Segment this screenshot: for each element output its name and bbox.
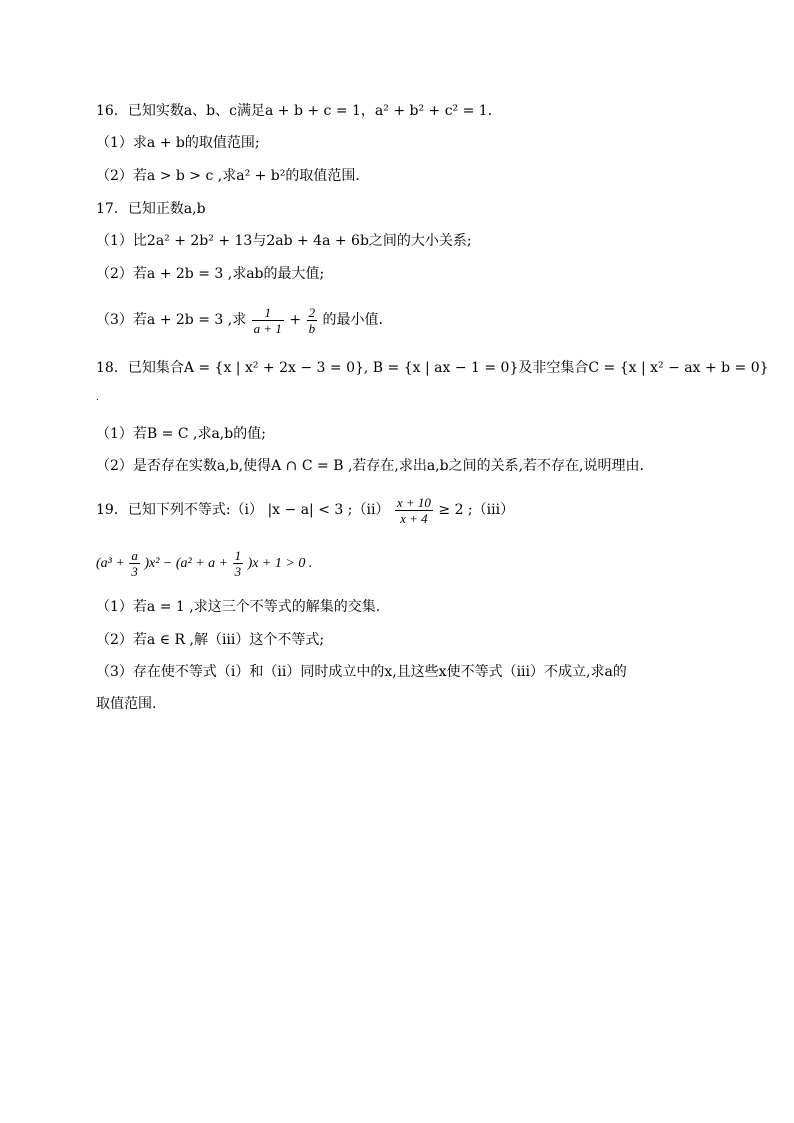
q17-fraction-1-numerator: 1 (252, 305, 284, 321)
q19-ineq-fraction-2-denominator: 3 (234, 564, 242, 580)
q19-stem (96, 490, 514, 530)
q19-ineq-fraction-2-numerator: 1 (234, 548, 242, 564)
q19-part3-line2: 取值范围. (96, 696, 157, 712)
q17-part3-prefix: （3）若a + 2b = 3 ,求 (96, 312, 247, 328)
q19-ineq-fraction-2 (233, 548, 244, 579)
q19-ineq-fraction-1 (129, 548, 140, 579)
q16-stem: 16．已知实数a、b、c满足a + b + c = 1，a² + b² + c² = 1． (96, 103, 502, 119)
q19-fraction-denominator: x + 4 (400, 510, 428, 526)
q17-part3 (96, 300, 383, 340)
q19-part2: （2）若a ∈ R ,解（iii）这个不等式; (96, 632, 325, 648)
q19-stem-suffix: ≥ 2 ;（iii） (438, 502, 515, 518)
q17-part2: （2）若a + 2b = 3 ,求ab的最大值; (96, 266, 325, 282)
q19-ineq-fraction-1-denominator: 3 (131, 564, 138, 580)
q17-stem: 17．已知正数a,b (96, 201, 206, 217)
q17-fraction-2-numerator: 2 (308, 304, 316, 320)
q19-ineq-part-a: (a³ + (96, 556, 125, 571)
q17-plus: + (289, 312, 302, 328)
q19-part3-line1: （3）存在使不等式（i）和（ii）同时成立中的x,且这些x使不等式（iii）不成立,求a的 (96, 664, 627, 680)
q16-part1: （1）求a + b的取值范围; (96, 135, 260, 151)
q19-stem-prefix: 19．已知下列不等式:（i） |x − a| < 3 ;（ii） (96, 502, 390, 518)
q16-part2: （2）若a > b > c ,求a² + b²的取值范围. (96, 168, 360, 184)
q17-fraction-1-denominator: a + 1 (253, 320, 282, 336)
q19-ineq-part-c: )x + 1 > 0 . (247, 556, 313, 571)
q18-dot: . (96, 393, 99, 403)
q17-fraction-2-denominator: b (308, 320, 316, 336)
q19-fraction-numerator: x + 10 (396, 494, 431, 510)
q17-part1: （1）比2a² + 2b² + 13与2ab + 4a + 6b之间的大小关系; (96, 233, 472, 249)
q19-inequality-iii (96, 544, 312, 584)
q19-ineq-fraction-1-numerator: a (131, 548, 138, 564)
q19-ineq-part-b: )x² − (a² + a + (144, 556, 229, 571)
q17-fraction-1 (252, 305, 284, 336)
q19-fraction (395, 495, 433, 526)
q18-part2: （2）是否存在实数a,b,使得A ∩ C = B ,若存在,求出a,b之间的关系,若不存在,说明理由. (96, 458, 644, 474)
q17-part3-suffix: 的最小值. (322, 312, 383, 328)
q18-part1: （1）若B = C ,求a,b的值; (96, 426, 266, 442)
q18-stem: 18．已知集合A = {x | x² + 2x − 3 = 0}, B = {x | ax − 1 = 0}及非空集合C = {x | x² − ax + b = 0} (96, 360, 769, 376)
q19-part1: （1）若a = 1 ,求这三个不等式的解集的交集. (96, 599, 381, 615)
q17-fraction-2 (307, 305, 318, 336)
